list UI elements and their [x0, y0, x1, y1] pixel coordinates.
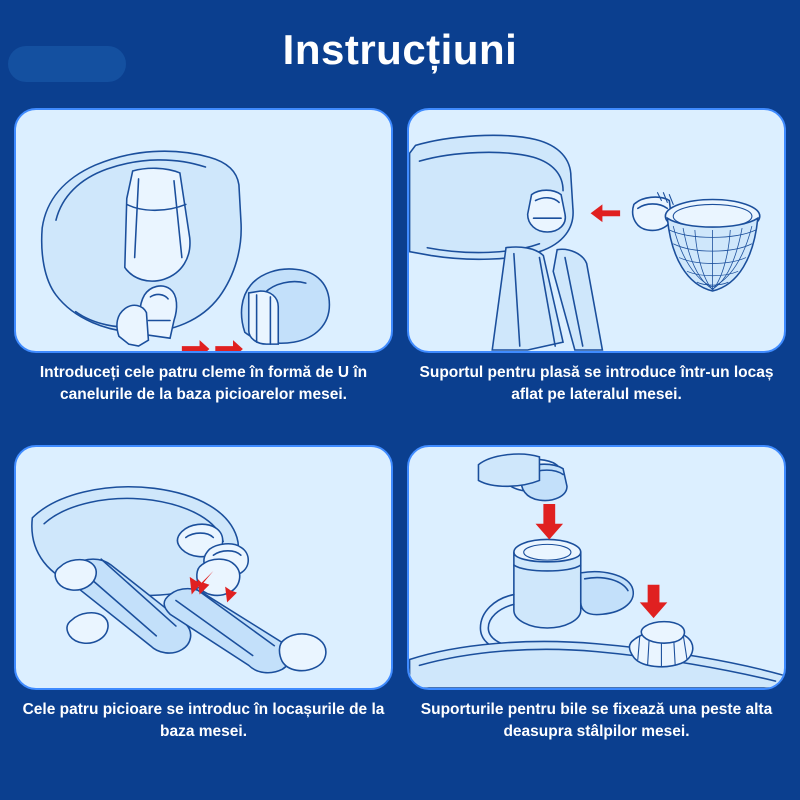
- step-1: [14, 108, 393, 431]
- page-title: Instrucțiuni: [282, 26, 518, 73]
- step-2-arrow-1: [591, 204, 621, 222]
- step-2-illustration-panel: [407, 108, 786, 353]
- step-4-caption: Suporturile pentru bile se fixează una peste alta deasupra stâlpilor mesei.: [420, 701, 773, 741]
- step-4-illustration-panel: [407, 445, 786, 690]
- step-2: [407, 108, 786, 431]
- step-1-drawing: [16, 110, 391, 351]
- step-1-arrow-1: [182, 340, 210, 351]
- step-4-arrow-1: [536, 504, 564, 539]
- step-3: [14, 445, 393, 768]
- steps-grid: [14, 108, 786, 768]
- step-4: [407, 445, 786, 768]
- step-1-arrow-2: [215, 340, 243, 351]
- step-4-arrow-2: [640, 585, 668, 618]
- step-2-caption: Suportul pentru plasă se introduce într-un locaș aflat pe lateralul mesei.: [419, 364, 774, 404]
- step-3-illustration-panel: [14, 445, 393, 690]
- step-1-illustration-panel: [14, 108, 393, 353]
- step-3-caption: Cele patru picioare se introduc în locașurile de la baza mesei.: [22, 701, 385, 741]
- step-2-drawing: [409, 110, 784, 351]
- step-3-drawing: [16, 447, 391, 688]
- step-4-drawing: [409, 447, 784, 688]
- step-1-caption: Introduceți cele patru cleme în formă de U în canelurile de la baza picioarelor mesei.: [39, 364, 368, 404]
